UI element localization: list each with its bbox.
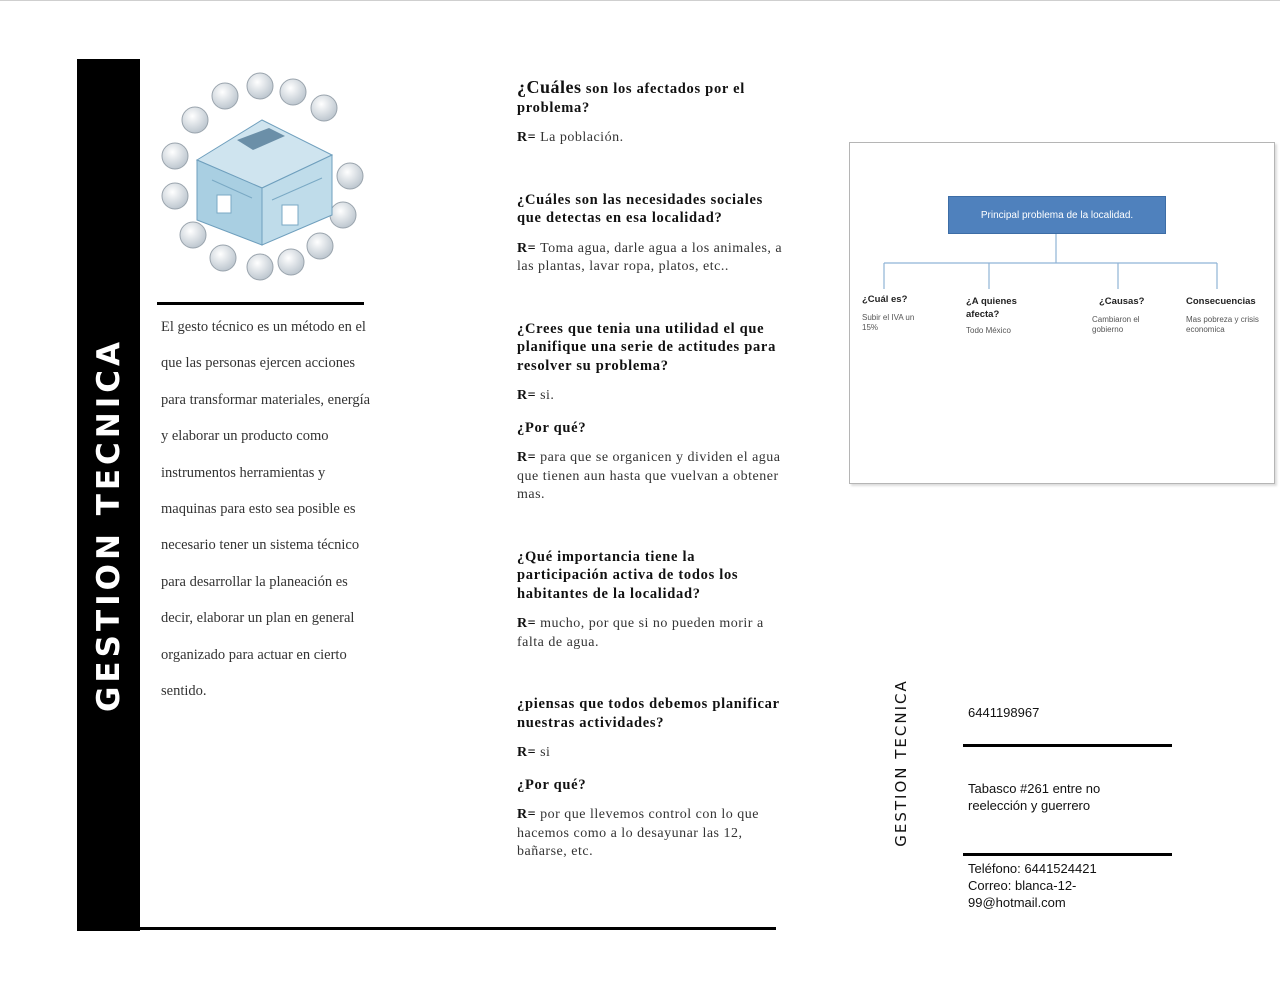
intro-divider bbox=[157, 302, 364, 305]
node-detail: Subir el IVA un 15% bbox=[862, 313, 915, 332]
contact-number: 6441198967 bbox=[968, 705, 1040, 720]
qa-item-5 bbox=[517, 695, 787, 862]
why-question: ¿Por qué? bbox=[517, 419, 587, 436]
qa-item-3 bbox=[517, 320, 787, 505]
node-detail: Cambiaron el gobierno bbox=[1092, 315, 1140, 334]
node-heading: Consecuencias bbox=[1186, 296, 1256, 307]
node-detail: Mas pobreza y crisis economica bbox=[1186, 315, 1259, 334]
contact-divider bbox=[963, 853, 1172, 856]
question-text: ¿Cuáles son los afectados por el problema? bbox=[517, 77, 745, 116]
contact-email: Correo: blanca-12-99@hotmail.com bbox=[968, 878, 1077, 910]
sidebar-title: GESTION TECNICA bbox=[90, 337, 127, 713]
smart-house-illustration bbox=[157, 70, 369, 282]
diagram-node-a-quienes-afecta bbox=[966, 295, 1036, 336]
node-detail: Todo México bbox=[966, 326, 1011, 335]
why-question: ¿Por qué? bbox=[517, 776, 587, 793]
questions-column bbox=[517, 78, 787, 862]
sidebar-title-box bbox=[77, 59, 140, 931]
contact-phone: Teléfono: 6441524421 bbox=[968, 861, 1097, 876]
answer-text: R= Toma agua, darle agua a los animales, a las plantas, lavar ropa, platos, etc.. bbox=[517, 240, 783, 274]
contact-divider bbox=[963, 744, 1172, 747]
answer-text: R= La población. bbox=[517, 130, 624, 145]
diagram-node-cual-es bbox=[862, 293, 922, 333]
diagram-node-causas bbox=[1092, 295, 1162, 335]
question-text: ¿Cuáles son las necesidades sociales que detectas en esa localidad? bbox=[517, 191, 763, 226]
node-heading: ¿A quienes afecta? bbox=[966, 296, 1017, 320]
contact-title: GESTION TECNICA bbox=[892, 678, 910, 847]
diagram-root-node: Principal problema de la localidad. bbox=[948, 196, 1166, 234]
bottom-divider bbox=[140, 927, 776, 930]
house-icon bbox=[197, 120, 332, 245]
answer-text: R= mucho, por que si no pueden morir a falta de agua. bbox=[517, 616, 764, 650]
intro-paragraph: El gesto técnico es un método en el que las personas ejercen acciones para transformar materiales, energía y elaborar un producto como instrumentos herramientas y maquinas para esto sea posible es necesario tener un sistema técnico para desarrollar la planeación es decir, elaborar un plan en general organizado para actuar en cierto sentido. bbox=[161, 319, 371, 700]
question-text: ¿Qué importancia tiene la participación activa de todos los habitantes de la localidad? bbox=[517, 548, 739, 602]
qa-item-1 bbox=[517, 78, 787, 148]
contact-title-box bbox=[880, 678, 922, 847]
question-text: ¿piensas que todos debemos planificar nuestras actividades? bbox=[517, 696, 780, 731]
question-text: ¿Crees que tenia una utilidad el que planifique una serie de actitudes para resolver su problema? bbox=[517, 320, 777, 374]
why-answer: R= por que llevemos control con lo que hacemos como a lo desayunar las 12, bañarse, etc. bbox=[517, 807, 759, 859]
diagram-node-consecuencias bbox=[1186, 295, 1268, 335]
answer-text: R= si bbox=[517, 745, 551, 760]
node-heading: ¿Causas? bbox=[1099, 296, 1145, 307]
answer-text: R= si. bbox=[517, 388, 555, 403]
qa-item-2 bbox=[517, 191, 787, 277]
contact-address: Tabasco #261 entre no reelección y guerrero bbox=[968, 781, 1101, 813]
top-border bbox=[0, 0, 1280, 1]
why-answer: R= para que se organicen y dividen el agua que tienen aun hasta que vuelvan a obtener mas. bbox=[517, 450, 781, 502]
qa-item-4 bbox=[517, 548, 787, 653]
node-heading: ¿Cuál es? bbox=[862, 294, 908, 305]
